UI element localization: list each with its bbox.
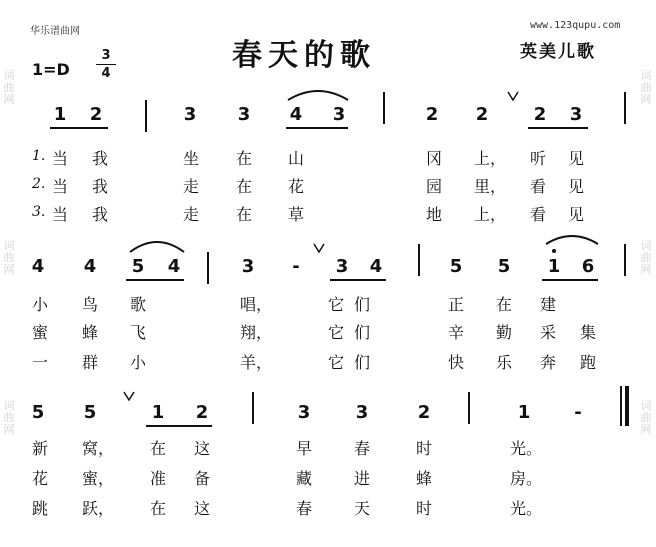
lyric: 歌 <box>130 295 147 314</box>
lyric: 上， <box>474 205 507 224</box>
note: 5 <box>31 402 45 423</box>
lyric: 它 <box>328 295 345 314</box>
lyric: 花 <box>288 177 305 196</box>
note: 3 <box>241 256 255 277</box>
lyric: 藏 <box>296 469 313 488</box>
note: 2 <box>89 104 103 125</box>
lyric: 集 <box>580 323 597 342</box>
lyric: 我 <box>92 149 109 168</box>
slur <box>288 91 348 100</box>
lyric: 春 <box>296 499 313 518</box>
lyric: 蜜， <box>82 469 115 488</box>
note: 1 <box>53 104 67 125</box>
lyric: 园 <box>426 177 443 196</box>
lyric: 花 <box>32 469 49 488</box>
key-signature: 1=D <box>32 60 70 79</box>
note: 5 <box>497 256 511 277</box>
lyric: 山 <box>288 149 305 168</box>
lyric: 当 <box>52 177 69 196</box>
left-watermark-text-2: 词曲网 <box>3 239 15 276</box>
lyric: 这 <box>194 499 211 518</box>
lyric: 看 <box>530 205 547 224</box>
lyric: 上， <box>474 149 507 168</box>
lyric: 见 <box>568 205 585 224</box>
lyric: 在 <box>150 499 167 518</box>
note: 2 <box>417 402 431 423</box>
lyric: 冈 <box>426 149 443 168</box>
note: 3 <box>237 104 251 125</box>
lyric: 走 <box>183 205 200 224</box>
lyric: 奔 <box>540 353 557 372</box>
lyric: 春 <box>354 439 371 458</box>
lyric: 一 <box>32 353 49 372</box>
note: 4 <box>31 256 45 277</box>
left-watermark-text-1: 词曲网 <box>3 69 15 106</box>
lyric: 时 <box>416 499 433 518</box>
lyric: 飞 <box>130 323 147 342</box>
note: 1 <box>547 256 561 277</box>
breath-mark <box>124 392 134 400</box>
note: 4 <box>83 256 97 277</box>
lyric: 小 <box>32 295 49 314</box>
note: - <box>292 256 300 277</box>
lyric: 地 <box>426 205 443 224</box>
lyric: 蜂 <box>82 323 99 342</box>
time-sig-top: 3 <box>101 48 111 63</box>
lyric: 建 <box>540 295 557 314</box>
lyric: 当 <box>52 149 69 168</box>
lyric: 群 <box>82 353 99 372</box>
lyric: 光。 <box>510 439 543 458</box>
lyric: 在 <box>236 149 253 168</box>
lyric: 天 <box>354 499 371 518</box>
note: 3 <box>297 402 311 423</box>
note: 5 <box>131 256 145 277</box>
verse-number: 1. <box>32 148 46 164</box>
note: 2 <box>195 402 209 423</box>
slur <box>546 236 598 244</box>
song-title: 春天的歌 <box>232 38 376 73</box>
breath-mark <box>508 92 518 100</box>
note: 4 <box>289 104 303 125</box>
lyric: 新 <box>32 439 49 458</box>
lyric: 们 <box>354 295 371 314</box>
lyric: 我 <box>92 177 109 196</box>
note: 3 <box>183 104 197 125</box>
lyric: 们 <box>354 323 371 342</box>
lyric: 小 <box>130 353 147 372</box>
lyric: 辛 <box>448 323 465 342</box>
lyric: 跳 <box>32 499 49 518</box>
lyric: 这 <box>194 439 211 458</box>
verse-number: 3. <box>32 204 46 220</box>
note: 4 <box>167 256 181 277</box>
lyric: 它 <box>328 323 345 342</box>
lyric: 准 <box>150 469 167 488</box>
site-url: www.123qupu.com <box>530 20 621 31</box>
composer: 英美儿歌 <box>520 42 596 62</box>
note: 4 <box>369 256 383 277</box>
site-name: 华乐谱曲网 <box>30 26 80 37</box>
lyric: 正 <box>448 295 465 314</box>
lyric: 乐 <box>496 353 513 372</box>
lyric: 备 <box>194 469 211 488</box>
note: 1 <box>517 402 531 423</box>
lyric: 听 <box>530 149 547 168</box>
note: 2 <box>425 104 439 125</box>
lyric: 鸟 <box>82 295 99 314</box>
note: 2 <box>475 104 489 125</box>
lyric: 蜂 <box>416 469 433 488</box>
lyric: 翔， <box>240 323 273 342</box>
lyric: 坐 <box>183 149 200 168</box>
lyric: 窝， <box>82 439 115 458</box>
lyric: 跃， <box>82 499 115 518</box>
slur <box>130 242 184 252</box>
lyric: 快 <box>448 353 465 372</box>
note: 5 <box>83 402 97 423</box>
right-watermark-text-2: 词曲网 <box>640 239 652 276</box>
lyric: 草 <box>288 205 305 224</box>
lyric: 见 <box>568 149 585 168</box>
lyric: 羊， <box>240 353 273 372</box>
lyric: 进 <box>354 469 371 488</box>
note: - <box>574 402 582 423</box>
note: 2 <box>533 104 547 125</box>
right-watermark-text-3: 词曲网 <box>640 399 652 436</box>
lyric: 在 <box>236 205 253 224</box>
lyric: 当 <box>52 205 69 224</box>
lyric: 跑 <box>580 353 597 372</box>
lyric: 里， <box>474 177 507 196</box>
breath-mark <box>314 244 324 252</box>
lyric: 在 <box>150 439 167 458</box>
note: 3 <box>569 104 583 125</box>
lyric: 在 <box>496 295 513 314</box>
lyric: 房。 <box>510 469 543 488</box>
note: 6 <box>581 256 595 277</box>
note: 3 <box>355 402 369 423</box>
note: 3 <box>335 256 349 277</box>
lyric: 采 <box>540 323 557 342</box>
note: 1 <box>151 402 165 423</box>
lyric: 勤 <box>496 323 513 342</box>
lyric: 看 <box>530 177 547 196</box>
note: 3 <box>332 104 346 125</box>
left-watermark-text-3: 词曲网 <box>3 399 15 436</box>
lyric: 光。 <box>510 499 543 518</box>
lyric: 唱， <box>240 295 273 314</box>
verse-number: 2. <box>32 176 46 192</box>
lyric: 它 <box>328 353 345 372</box>
lyric: 在 <box>236 177 253 196</box>
time-sig-bottom: 4 <box>101 66 111 81</box>
lyric: 走 <box>183 177 200 196</box>
lyric: 时 <box>416 439 433 458</box>
lyric: 早 <box>296 439 313 458</box>
right-watermark-text-1: 词曲网 <box>640 69 652 106</box>
lyric: 见 <box>568 177 585 196</box>
lyric: 蜜 <box>32 323 49 342</box>
lyric: 我 <box>92 205 109 224</box>
note: 5 <box>449 256 463 277</box>
lyric: 们 <box>354 353 371 372</box>
